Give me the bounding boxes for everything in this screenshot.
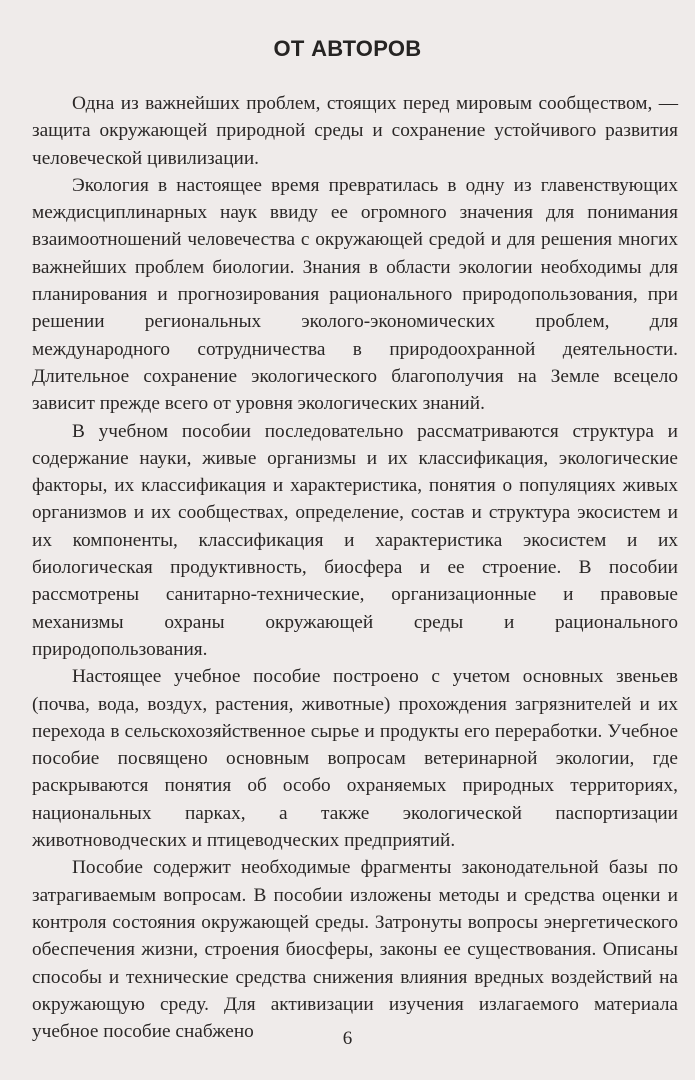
body-text — [32, 90, 678, 1045]
paragraph: В учебном пособии последовательно рассматриваются структура и содержание науки, живые организмы и их классификация, экологические факторы, их классификация и характеристика, понятия о популяциях живых организмов и их сообществах, определение, состав и структура экосистем и их компоненты, классификация и характеристика экосистем и их биологическая продуктивность, биосфера и ее строение. В пособии рассмотрены санитарно-технические, организационные и правовые механизмы охраны окружающей среды и рационального природопользования. — [32, 420, 678, 660]
section-heading: ОТ АВТОРОВ — [273, 36, 422, 61]
paragraph: Экология в настоящее время превратилась в одну из главенствующих междисциплинарных наук ввиду ее огромного значения для понимания взаимоотношений человечества с окружающей средой и для решения многих важнейших проблем биологии. Знания в области экологии необходимы для планирования и прогнозирования рационального природопользования, при решении региональных эколого-экономических проблем, для международного сотрудничества в природоохранной деятельности. Длительное сохранение экологического благополучия на Земле всецело зависит прежде всего от уровня экологических знаний. — [32, 174, 678, 415]
paragraph: Пособие содержит необходимые фрагменты законодательной базы по затрагиваемым вопросам. В пособии изложены методы и средства оценки и контроля состояния окружающей среды. Затронуты вопросы энергетического обеспечения жизни, строения биосферы, законы ее существования. Описаны способы и технические средства снижения влияния вредных воздействий на окружающую среду. Для активизации изучения излагаемого материала учебное пособие снабжено — [32, 857, 678, 1043]
paragraph: Настоящее учебное пособие построено с учетом основных звеньев (почва, вода, воздух, растения, животные) прохождения загрязнителей и их перехода в сельскохозяйственное сырье и продукты его переработки. Учебное пособие посвящено основным вопросам ветеринарной экологии, где раскрываются понятия об особо охраняемых природных территориях, национальных парках, а также экологической паспортизации животноводческих и птицеводческих предприятий. — [32, 666, 678, 852]
paragraph: Одна из важнейших проблем, стоящих перед мировым сообществом, — защита окружающей природной среды и сохранение устойчивого развития человеческой цивилизации. — [32, 93, 678, 169]
page-number: 6 — [342, 1028, 353, 1049]
